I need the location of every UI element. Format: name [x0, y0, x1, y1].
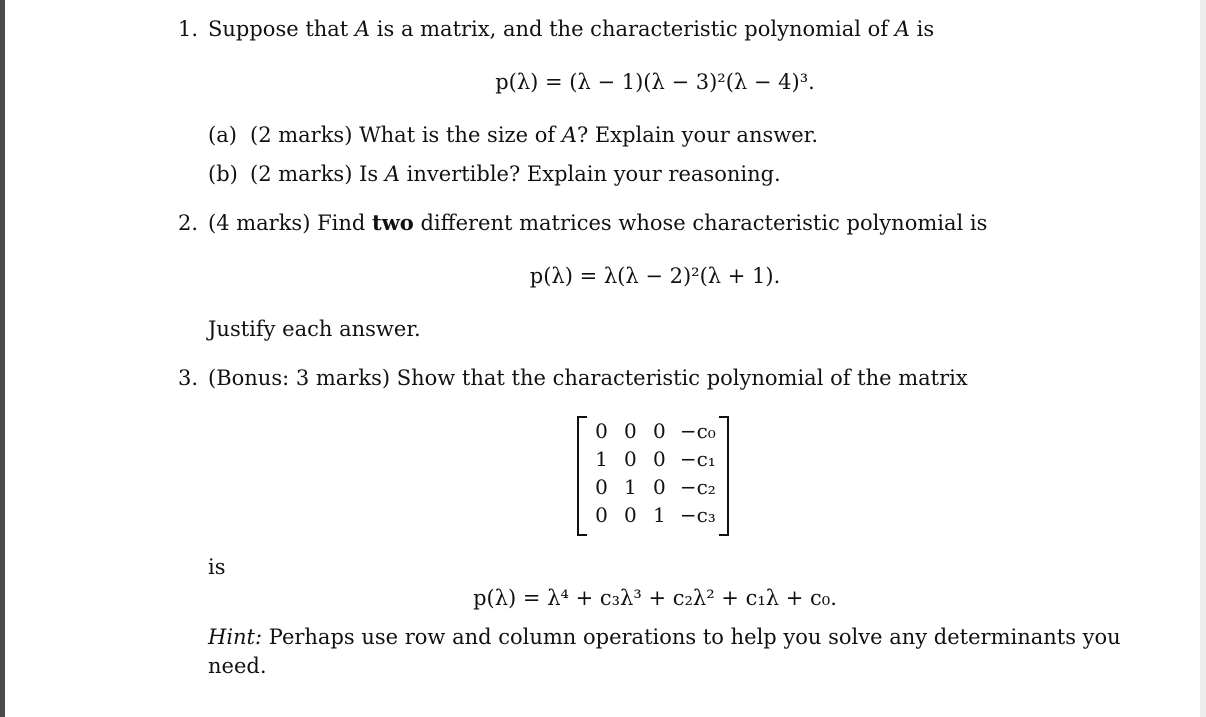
matrix-cell: 0 [595, 475, 608, 499]
matrix-cell: 1 [595, 447, 608, 471]
question-3-number: 3. [178, 366, 199, 390]
question-2-number: 2. [178, 211, 199, 235]
matrix-row [587, 473, 729, 501]
matrix-cell: 0 [624, 447, 637, 471]
hint-label: Hint: [208, 625, 263, 649]
matrix-cell: 0 [652, 475, 666, 499]
question-2-stem: 2. (4 marks) Find two different matrices whose characteristic polynomial is [178, 210, 988, 235]
matrix-right-bracket [719, 416, 729, 536]
question-1-equation: p(λ) = (λ − 1)(λ − 3)²(λ − 4)³. [495, 70, 815, 94]
matrix-row [587, 445, 729, 473]
question-2-equation: p(λ) = λ(λ − 2)²(λ + 1). [529, 264, 781, 288]
matrix-row [587, 501, 729, 529]
matrix-cell: 0 [595, 419, 608, 443]
matrix-cell: 1 [624, 475, 637, 499]
matrix-cell: 0 [624, 419, 637, 443]
matrix-cell: −c₂ [679, 475, 716, 499]
matrix-left-bracket [577, 416, 587, 536]
matrix-cell: 0 [652, 447, 666, 471]
right-scroll-edge [1200, 0, 1206, 717]
question-3-stem: 3. (Bonus: 3 marks) Show that the characteristic polynomial of the matrix [178, 366, 968, 390]
matrix-cell: −c₀ [679, 419, 716, 443]
document-page [5, 0, 1200, 717]
question-3-is: is [208, 555, 226, 579]
matrix-cell: 0 [652, 419, 666, 443]
companion-matrix [577, 416, 729, 534]
question-3-hint: Hint: Perhaps use row and column operations to help you solve any determinants you [208, 625, 1121, 649]
matrix-cell: 0 [624, 503, 637, 527]
matrix-cell: 0 [595, 503, 608, 527]
matrix-cell: −c₃ [679, 503, 716, 527]
question-1a: (a) (2 marks) What is the size of A? Explain your answer. [208, 123, 819, 147]
matrix-entries [587, 417, 729, 529]
question-3-hint-continued: need. [208, 654, 267, 678]
question-3-equation: p(λ) = λ⁴ + c₃λ³ + c₂λ² + c₁λ + c₀. [473, 586, 837, 610]
matrix-cell: −c₁ [679, 447, 716, 471]
question-1-stem: 1. Suppose that A is a matrix, and the characteristic polynomial of A is [178, 17, 935, 41]
matrix-row [587, 417, 729, 445]
matrix-cell: 1 [652, 503, 666, 527]
question-2-justify: Justify each answer. [208, 317, 421, 341]
question-1-number: 1. [178, 17, 199, 41]
question-1b: (b) (2 marks) Is A invertible? Explain your reasoning. [208, 162, 781, 186]
